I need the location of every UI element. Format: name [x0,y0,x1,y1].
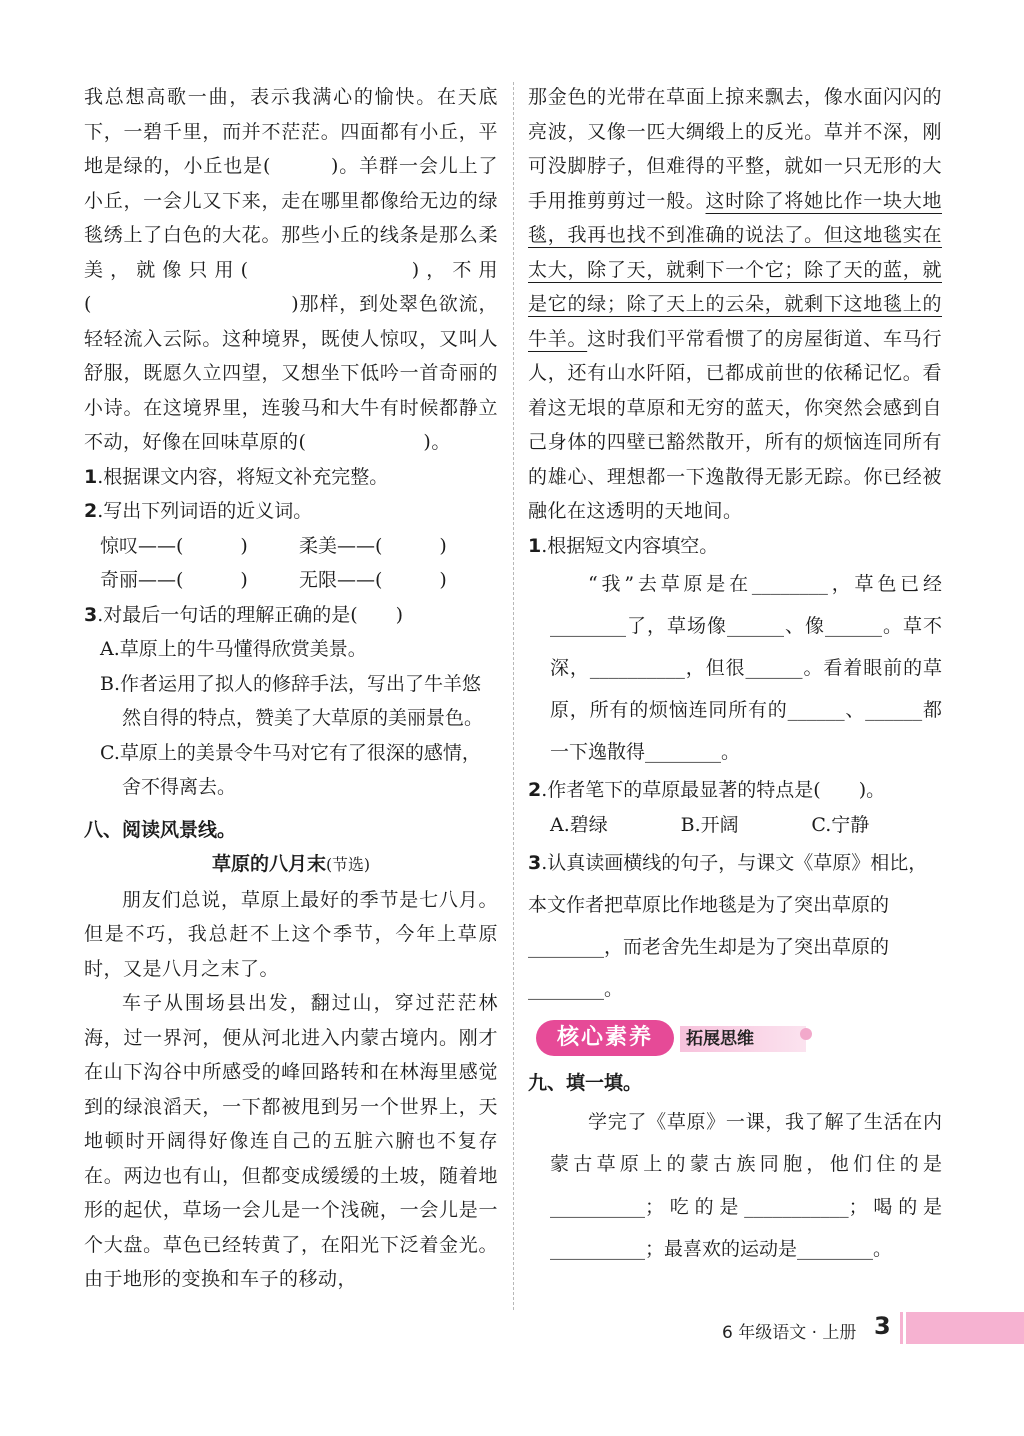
article-title: 草原的八月末(节选) [211,853,371,875]
question-3 [528,842,942,1010]
synonym-item: 无限——( ) [299,569,447,591]
question-number: 1 [84,465,98,488]
question-text: .对最后一句话的理解正确的是( ) [97,603,404,626]
question-1 [84,460,498,495]
synonym-row-1 [84,529,498,564]
question-number: 2 [528,779,542,801]
article-paragraph-1: 朋友们总说，草原上最好的季节是七八月。但是不巧，我总赶不上这个季节，今年上草原时，又是八月之末了。 [84,888,498,980]
synonym-item: 奇丽——( ) [100,569,248,591]
footer-book-label: 6 年级语文 · 上册 [722,1323,857,1343]
page-number: 3 [874,1312,891,1340]
option-a: A.草原上的牛马懂得欣赏美景。 [100,638,367,660]
fill-blank-question-9: 学完了《草原》一课，我了解了生活在内蒙古草原上的蒙古族同胞，他们住的是__________；吃的是___________；喝的是__________；最喜欢的运动是________。 [550,1110,942,1260]
question-text: .根据课文内容，将短文补充完整。 [97,465,389,488]
option-c: C.草原上的美景令牛马对它有了很深的感情，舍不得离去。 [100,741,481,798]
option-a: A.碧绿 [550,813,608,836]
question-text: .写出下列词语的近义词。 [97,500,313,522]
question-number: 3 [528,852,542,874]
synonym-item: 柔美——( ) [299,534,447,557]
option-b: B.作者运用了拟人的修辞手法，写出了牛羊悠然自得的特点，赞美了大草原的美丽景色。 [100,672,484,729]
question-number: 1 [528,534,542,557]
question-number: 3 [84,603,98,626]
core-literacy-banner [528,1020,942,1060]
section-9-heading: 九、填一填。 [528,1072,643,1094]
question-text: .认真读画横线的句子，与课文《草原》相比，本文作者把草原比作地毯是为了突出草原的________，而老舍先生却是为了突出草原的________。 [528,852,928,1000]
footer-accent-edge [900,1312,903,1344]
synonym-item: 惊叹——( ) [100,534,248,557]
underlined-sentences: 这时除了将她比作一块大地毯，我再也找不到准确的说法了。但这地毯实在太大，除了天，就剩下一个它；除了天的蓝，就是它的绿；除了天上的云朵，就剩下这地毯上的牛羊。 [528,189,942,350]
column-divider [513,82,514,1310]
question-1 [528,529,942,564]
synonym-row-2 [84,563,498,598]
question-2 [84,494,498,529]
passage-continuation: 我总想高歌一曲，表示我满心的愉快。在天底下，一碧千里，而并不茫茫。四面都有小丘，平地是绿的，小丘也是( )。羊群一会儿上了小丘，一会儿又下来，走在哪里都像给无边的绿毯绣上了白色的大花。那些小丘的线条是那么柔美，就像只用( )，不用( )那样，到处翠色欲流，轻轻流入云际。这种境界，既使人惊叹，又叫人舒服，既愿久立四望，又想坐下低吟一首奇丽的小诗。在这境界里，连骏马和大牛有时候都静立不动，好像在回味草原的( )。 [84,86,498,453]
article-note: (节选) [326,855,371,874]
article-paragraph-continuation: 那金色的光带在草面上掠来飘去，像水面闪闪的亮波，又像一匹大绸缎上的反光。草并不深，刚可没脚脖子，但难得的平整，就如一只无形的大手用推剪剪过一般。这时除了将她比作一块大地毯，我再也找不到准确的说法了。但这地毯实在太大，除了天，就剩下一个它；除了天的蓝，就是它的绿；除了天上的云朵，就剩下这地毯上的牛羊。这时我们平常看惯了的房屋街道、车马行人，还有山水阡陌，已都成前世的依稀记忆。看着这无垠的草原和无穷的蓝天，你突然会感到自己身体的四壁已豁然散开，所有的烦恼连同所有的雄心、理想都一下逸散得无影无踪。你已经被融化在这透明的天地间。 [528,86,942,522]
option-c: C.宁静 [811,813,870,836]
question-number: 2 [84,500,98,522]
article-paragraph-2: 车子从围场县出发，翻过山，穿过茫茫林海，过一界河，便从河北进入内蒙古境内。刚才在山下沟谷中所感受的峰回路转和在林海里感觉到的绿浪滔天，一下都被甩到另一个世界上，天地顿时开阔得好像连自己的五脏六腑也不复存在。两边也有山，但都变成缓缓的土坡，随着地形的起伏，草场一会儿是一个浅碗，一会儿是一个大盘。草色已经转黄了，在阳光下泛着金光。由于地形的变换和车子的移动， [84,992,498,1290]
banner-tag-label: 拓展思维 [680,1026,806,1052]
banner-core-label: 核心素养 [536,1020,674,1056]
footer-accent-bar [906,1312,1024,1344]
right-column [528,80,942,1271]
option-row [528,808,942,843]
question-2 [528,773,942,808]
fill-blank-passage: “我”去草原是在________，草色已经________了，草场像______、像______。草不深，__________，但很______。看着眼前的草原，所有的烦恼连同所有的______、______都一下逸散得________。 [550,573,942,763]
banner-dot-icon [800,1028,812,1040]
section-8-heading: 八、阅读风景线。 [84,818,237,841]
left-column [84,80,498,1297]
question-text: .根据短文内容填空。 [541,534,719,557]
question-3 [84,598,498,633]
option-b: B.开阔 [680,813,739,836]
question-text: .作者笔下的草原最显著的特点是( )。 [541,779,886,801]
